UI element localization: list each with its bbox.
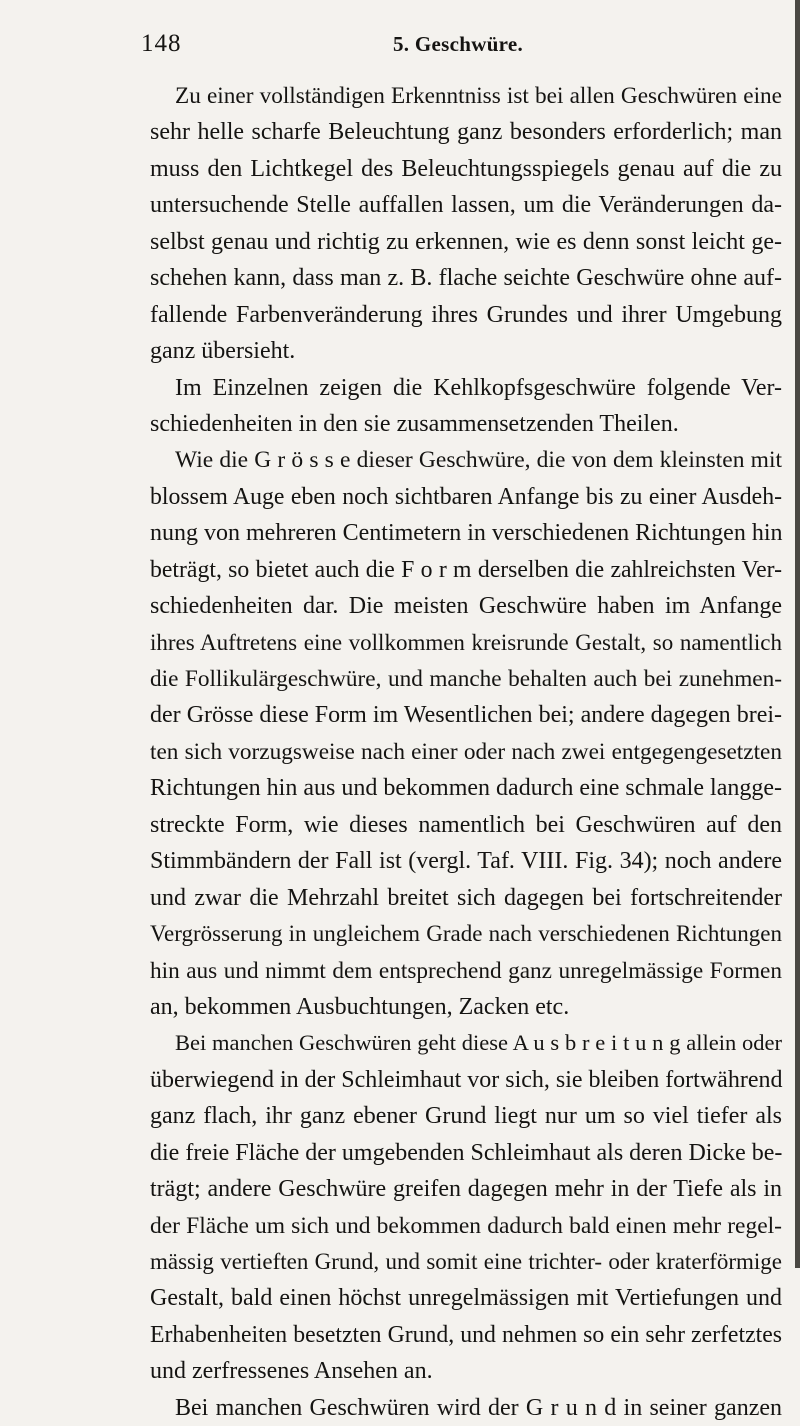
text-line: Im Einzelnen zeigen die Kehlkopfsgeschwüre folgende Ver-: [175, 374, 782, 401]
text-line: ten sich vorzugsweise nach einer oder nach zwei entgegengesetzten: [150, 738, 782, 765]
body-text: [150, 78, 782, 1426]
text-line: und zwar die Mehrzahl breitet sich dagegen bei fortschreitender: [150, 884, 782, 911]
text-line: Richtungen hin aus und bekommen dadurch eine schmale langge-: [150, 775, 782, 802]
text-line: ganz flach, ihr ganz ebener Grund liegt nur um so viel tiefer als: [150, 1103, 782, 1130]
text-line: an, bekommen Ausbuchtungen, Zacken etc.: [150, 993, 570, 1020]
text-line: beträgt, so bietet auch die F o r m derselben die zahlreichsten Ver-: [150, 556, 782, 583]
text-line: untersuchende Stelle auffallen lassen, um die Veränderungen da-: [150, 192, 782, 219]
text-line: Bei manchen Geschwüren geht diese A u s b r e i t u n g allein oder: [175, 1030, 782, 1056]
text-line: überwiegend in der Schleimhaut vor sich, sie bleiben fortwährend: [150, 1066, 783, 1093]
text-line: streckte Form, wie dieses namentlich bei Geschwüren auf den: [150, 811, 782, 838]
text-line: trägt; andere Geschwüre greifen dagegen mehr in der Tiefe als in: [150, 1176, 782, 1203]
text-line: der Grösse diese Form im Wesentlichen bei; andere dagegen brei-: [150, 702, 782, 729]
text-line: und zerfressenes Ansehen an.: [150, 1358, 433, 1385]
text-line: selbst genau und richtig zu erkennen, wie es denn sonst leicht ge-: [150, 228, 782, 255]
text-line: fallende Farbenveränderung ihres Grundes und ihrer Umgebung: [150, 301, 782, 328]
text-line: Vergrösserung in ungleichem Grade nach verschiedenen Richtungen: [150, 921, 782, 947]
text-line: Wie die G r ö s s e dieser Geschwüre, die von dem kleinsten mit: [175, 447, 782, 474]
text-line: schiedenheiten in den sie zusammensetzenden Theilen.: [150, 410, 679, 437]
text-line: der Fläche um sich und bekommen dadurch bald einen mehr regel-: [150, 1212, 782, 1239]
text-line: sehr helle scharfe Beleuchtung ganz besonders erforderlich; man: [150, 119, 782, 146]
text-line: schiedenheiten dar. Die meisten Geschwüre haben im Anfange: [150, 593, 782, 620]
text-line: ihres Auftretens eine vollkommen kreisrunde Gestalt, so namentlich: [150, 629, 782, 655]
text-line: Stimmbändern der Fall ist (vergl. Taf. VIII. Fig. 34); noch andere: [150, 848, 782, 875]
text-line: die freie Fläche der umgebenden Schleimhaut als deren Dicke be-: [150, 1139, 783, 1166]
text-line: Bei manchen Geschwüren wird der G r u n d in seiner ganzen: [175, 1394, 782, 1421]
chapter-title: 5. Geschwüre.: [393, 32, 524, 56]
text-line: die Follikulärgeschwüre, und manche behalten auch bei zunehmen-: [150, 666, 782, 692]
text-line: nung von mehreren Centimetern in verschiedenen Richtungen hin: [150, 520, 783, 547]
text-line: schehen kann, dass man z. B. flache seichte Geschwüre ohne auf-: [150, 265, 782, 292]
text-line: blossem Auge eben noch sichtbaren Anfange bis zu einer Ausdeh-: [150, 483, 782, 510]
text-line: hin aus und nimmt dem entsprechend ganz unregelmässige Formen: [150, 957, 782, 984]
text-line: ganz übersieht.: [150, 338, 296, 365]
text-line: Zu einer vollständigen Erkenntniss ist bei allen Geschwüren eine: [175, 83, 782, 109]
page-number: 148: [141, 30, 182, 57]
running-head: [0, 30, 800, 66]
text-line: muss den Lichtkegel des Beleuchtungsspiegels genau auf die zu: [150, 155, 782, 182]
text-line: Erhabenheiten besetzten Grund, und nehmen so ein sehr zerfetztes: [150, 1321, 782, 1348]
text-line: Gestalt, bald einen höchst unregelmässigen mit Vertiefungen und: [150, 1285, 782, 1312]
text-line: mässig vertieften Grund, und somit eine trichter- oder kraterförmige: [150, 1249, 782, 1274]
page-edge: [795, 0, 800, 1268]
